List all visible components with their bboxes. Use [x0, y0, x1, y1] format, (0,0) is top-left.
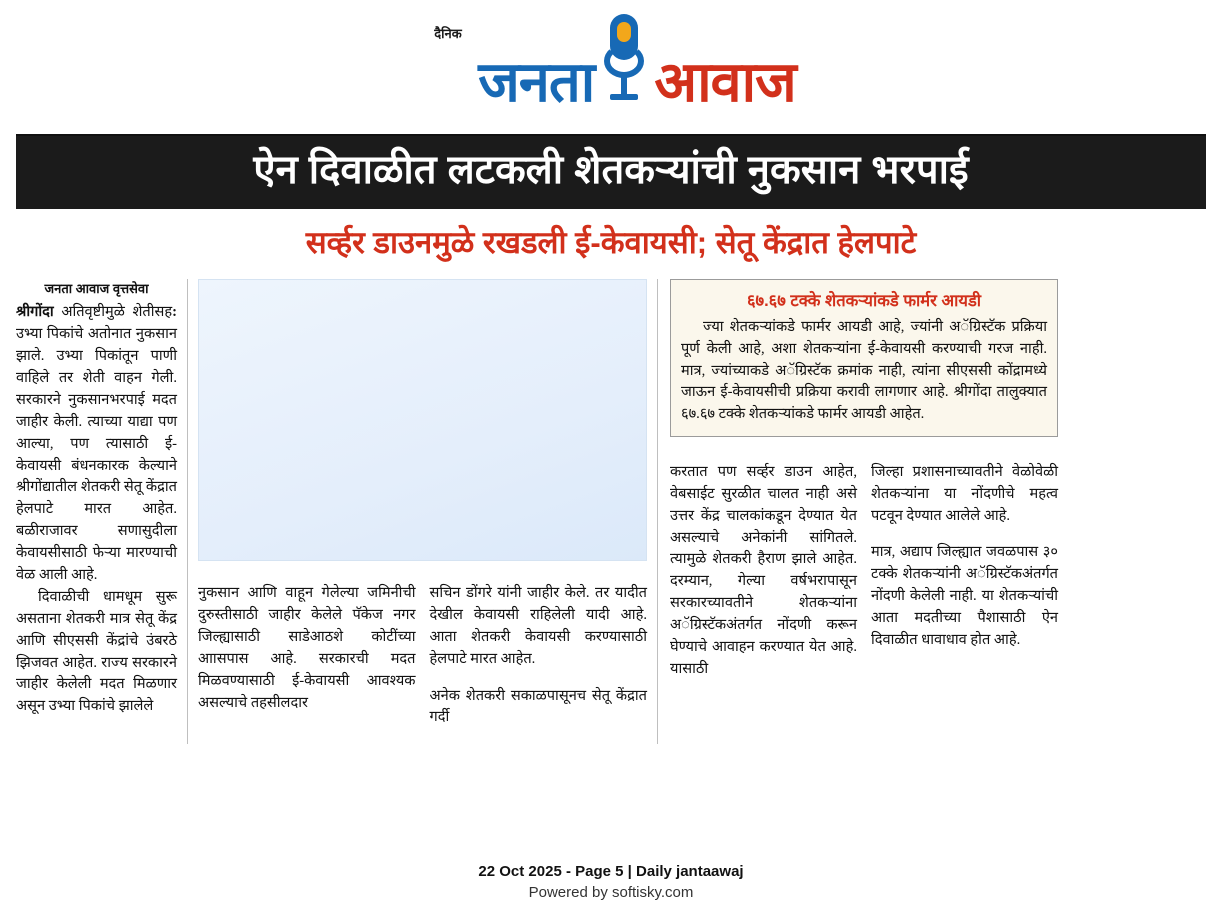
highlight-box-text: ज्या शेतकऱ्यांकडे फार्मर आयडी आहे, ज्यांनी अॅग्रिस्टॅक प्रक्रिया पूर्ण केली आहे, अशा शेतकऱ्यांना ई-केवायसी करण्याची गरज नाही. मात्र, ज्यांच्याकडे अॅग्रिस्टॅक क्रमांक नाही, त्यांना सीएससी कोंद्रामध्ये जाऊन ई-केवायसीची प्रक्रिया करावी लागणार आहे. श्रीगोंदा तालुक्यात ६७.६७ टक्के शेतकऱ्यांकडे फार्मर आयडी आहेत. [681, 318, 1047, 423]
footer-edition-info: 22 Oct 2025 - Page 5 | Daily jantaawaj [478, 863, 744, 880]
article-column-2 [188, 279, 658, 744]
column1-paragraph-2: दिवाळीची धामधूम सुरू असताना शेतकरी मात्र सेतू केंद्र आणि सीएससी केंद्रांचे उंबरठे झिजवत आहेत. राज्य सरकारने जाहीर केलेली मदत मिळणार असून उभ्या पिकांचे झालेले [16, 588, 177, 715]
article-column-1 [16, 279, 188, 744]
kyc-illustration [198, 279, 647, 561]
page-title: ऐन दिवाळीत लटकली शेतकऱ्यांची नुकसान भरपाई [16, 136, 1206, 209]
column2-right [430, 569, 648, 744]
dateline-colon: : [172, 304, 177, 321]
masthead-kicker: दैनिक [434, 26, 462, 41]
microphone-icon [602, 14, 646, 110]
page-footer [0, 863, 1222, 901]
column3-right-paragraph-1: जिल्हा प्रशासनाच्यावतीने वेळोवेळी शेतकऱ्यांना या नोंदणीचे महत्व पटवून देण्यात आलेले आहे. [871, 463, 1058, 524]
column2-left-paragraph: नुकसान आणि वाहून गेलेल्या जमिनीची दुरुस्तीसाठी जाहीर केलेले पॅकेज नगर जिल्ह्यासाठी साडेआठशे कोटींच्या आासपास आहे. सरकारची मदत मिळवण्यासाठी ई-केवायसी आवश्यक असल्याचे तहसीलदार [198, 585, 416, 711]
dateline-place: श्रीगोंदा [16, 304, 54, 321]
column3-right-paragraph-2: मात्र, अद्याप जिल्ह्यात जवळपास ३० टक्के शेतकऱ्यांनी अॅग्रिस्टॅकअंतर्गत नोंदणी केलेली नाही. या शेतकऱ्यांची आता मदतीच्या पैशासाठी ऐन दिवाळीत धावाधाव होत आहे. [871, 544, 1058, 648]
column2-left [198, 569, 416, 744]
column2-right-paragraph-2: अनेक शेतकरी सकाळपासूनच सेतू केंद्रात गर्दी [429, 687, 647, 726]
column1-paragraph-1: अतिवृष्टीमुळे शेतीसह उभ्या पिकांचे अतोनात नुकसान झाले. उभ्या पिकांतून पाणी वाहिले तर शेती वाहन गेली. सरकारने नुकसानभरपाई मदत जाहीर केली. त्याच्या याद्या पण आल्या, पण त्यासाठी ई-केवायसी बंधनकारक केल्याने श्रीगोंद्यातील शेतकरी सेतू केंद्रात हेलपाटे मारत आहेत. बळीराजावर सणासुदीला केवायसीसाठी फेऱ्या मारण्याची वेळ आली आहे. [16, 304, 177, 583]
masthead-word-right: आवाज [654, 50, 796, 113]
column3-left-paragraph: करतात पण सर्व्हर डाउन आहेत, वेबसाईट सुरळीत चालत नाही असे उत्तर केंद्र चालकांकडून देण्यात येत असल्याचे अनेकांनी सांगितले. त्यामुळे शेतकरी हैराण झाले आहेत. दरम्यान, गेल्या वर्षभरापासून सरकारच्यावतीने शेतकऱ्यांना अॅग्रिस्टॅकअंतर्गत नोंदणी करून घेण्याचे आवाहन करण्यात येत आहे. यासाठी [670, 463, 857, 677]
highlight-box [670, 279, 1058, 437]
column3-right [871, 447, 1058, 695]
column2-right-paragraph-1: सचिन डोंगरे यांनी जाहीर केले. तर यादीत देखील केवायसी राहिलेली यादी आहे. आता शेतकरी केवायसी करण्यासाठी हेलपाटे मारत आहेत. [429, 585, 647, 668]
masthead-word-left: जनता [478, 50, 595, 113]
page-subtitle: सर्व्हर डाउनमुळे रखडली ई-केवायसी; सेतू केंद्रात हेलपाटे [305, 224, 917, 260]
footer-powered-by: Powered by softisky.com [528, 884, 694, 901]
dateline-paragraph [16, 302, 177, 587]
article-body [0, 273, 1222, 744]
column3-left [670, 447, 857, 695]
masthead-logo [426, 14, 796, 113]
highlight-box-title: ६७.६७ टक्के शेतकऱ्यांकडे फार्मर आयडी [746, 291, 982, 310]
byline: जनता आवाज वृत्तसेवा [44, 280, 149, 296]
masthead [0, 0, 1222, 130]
article-column-3 [658, 279, 1058, 744]
